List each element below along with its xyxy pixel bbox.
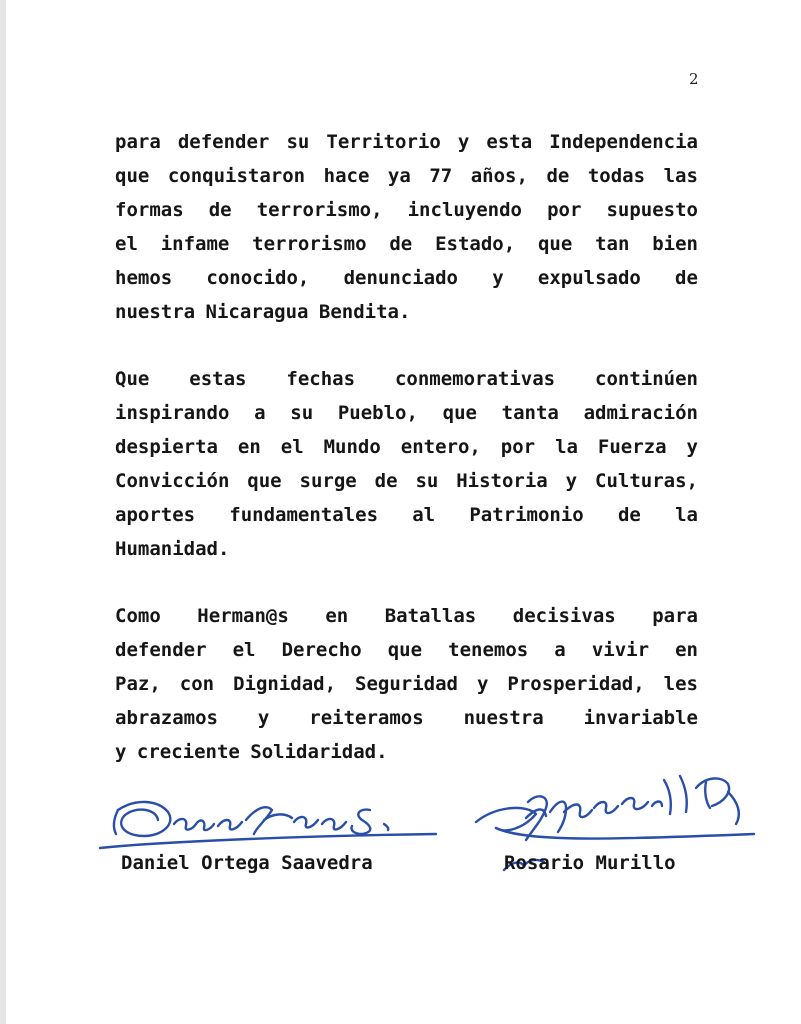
word: Como xyxy=(115,605,161,627)
word: tan xyxy=(595,233,630,255)
word: Estado, xyxy=(435,233,516,255)
word: fechas xyxy=(286,368,356,390)
word: admiración xyxy=(583,402,698,424)
word: que xyxy=(247,470,282,492)
word: Batallas xyxy=(384,605,477,627)
word: surge xyxy=(299,470,357,492)
word: invariable xyxy=(583,707,698,729)
word: de xyxy=(374,470,398,492)
word: que xyxy=(537,233,573,255)
word: Que xyxy=(115,368,150,390)
text-line xyxy=(115,227,698,261)
word: que xyxy=(387,639,423,661)
text-line xyxy=(115,125,698,159)
word: nuestra xyxy=(463,707,544,729)
word: Pueblo, xyxy=(337,402,418,424)
word: Territorio xyxy=(326,131,441,153)
word: incluyendo xyxy=(407,199,522,221)
text-line xyxy=(115,701,698,735)
text-line xyxy=(115,667,698,701)
word: en xyxy=(237,436,261,458)
word: en xyxy=(675,639,698,661)
word: años, xyxy=(470,165,528,187)
text-line xyxy=(115,261,698,295)
word: a xyxy=(254,402,266,424)
letter-body xyxy=(115,125,698,802)
word: de xyxy=(208,199,232,221)
word: 77 xyxy=(429,165,453,187)
paragraph xyxy=(115,362,698,566)
word: conquistaron xyxy=(167,165,306,187)
word: abrazamos xyxy=(115,707,218,729)
word: conmemorativas xyxy=(394,368,556,390)
page-number: 2 xyxy=(689,70,699,88)
word: su xyxy=(290,402,314,424)
word: terrorismo xyxy=(252,233,367,255)
word: por xyxy=(547,199,582,221)
word: y xyxy=(457,131,470,153)
word: Culturas, xyxy=(595,470,698,492)
word: nuestra xyxy=(115,301,196,323)
word: reiteramos xyxy=(309,707,424,729)
word: para xyxy=(652,605,698,627)
word: estas xyxy=(189,368,247,390)
word: hemos xyxy=(115,267,173,289)
word: supuesto xyxy=(606,199,698,221)
word: defender xyxy=(177,131,270,153)
word: por xyxy=(500,436,536,458)
word: de xyxy=(389,233,413,255)
word: despierta xyxy=(115,436,218,458)
word: a xyxy=(554,639,566,661)
text-line xyxy=(115,599,698,633)
word: aportes xyxy=(115,504,196,526)
word: y xyxy=(686,436,698,458)
word: Patrimonio xyxy=(469,504,584,526)
word: expulsado xyxy=(537,267,641,289)
text-line xyxy=(115,159,698,193)
signature-daniel-ortega xyxy=(96,790,456,860)
word: la xyxy=(675,504,698,526)
word: con xyxy=(179,673,215,695)
word: las xyxy=(663,165,698,187)
word: Prosperidad, xyxy=(507,673,645,695)
word: su xyxy=(415,470,439,492)
word: decisivas xyxy=(512,605,616,627)
word: Humanidad. xyxy=(115,538,230,560)
word: fundamentales xyxy=(229,504,379,526)
word: y xyxy=(492,267,504,289)
word: terrorismo, xyxy=(256,199,383,221)
word: de xyxy=(617,504,641,526)
word: todas xyxy=(587,165,646,187)
word: el xyxy=(232,639,256,661)
word: conocido, xyxy=(206,267,310,289)
word: tenemos xyxy=(448,639,529,661)
word: entero, xyxy=(400,436,481,458)
word: tanta xyxy=(501,402,559,424)
paragraph xyxy=(115,125,698,329)
word: Solidaridad. xyxy=(250,741,388,763)
word: al xyxy=(412,504,436,526)
text-line xyxy=(115,532,698,566)
word: de xyxy=(546,165,570,187)
word: Mundo xyxy=(323,436,381,458)
word: Seguridad xyxy=(355,673,458,695)
text-line xyxy=(115,295,698,329)
word: su xyxy=(286,131,310,153)
word: y xyxy=(565,470,578,492)
word: les xyxy=(663,673,698,695)
word: vivir xyxy=(591,639,650,661)
word: defender xyxy=(115,639,207,661)
text-line xyxy=(115,430,698,464)
word: continúen xyxy=(595,368,698,390)
text-line xyxy=(115,362,698,396)
word: que xyxy=(442,402,477,424)
text-line xyxy=(115,193,698,227)
word: esta xyxy=(486,131,533,153)
word: el xyxy=(115,233,138,255)
word: Derecho xyxy=(281,639,362,661)
word: Historia xyxy=(456,470,548,492)
word: ya xyxy=(387,165,411,187)
text-line xyxy=(115,633,698,667)
word: y xyxy=(476,673,489,695)
word: Paz, xyxy=(115,673,161,695)
word: Convicción xyxy=(115,470,230,492)
word: formas xyxy=(115,199,184,221)
word: creciente xyxy=(136,741,240,763)
paragraph xyxy=(115,599,698,769)
signer-name-rosario-murillo: Rosario Murillo xyxy=(504,852,676,874)
text-line xyxy=(115,498,698,532)
word: Independencia xyxy=(549,131,698,153)
word: en xyxy=(325,605,349,627)
word: de xyxy=(675,267,698,289)
text-line xyxy=(115,464,698,498)
word: para xyxy=(115,131,161,153)
word: el xyxy=(280,436,304,458)
word: infame xyxy=(160,233,230,255)
word: que xyxy=(115,165,150,187)
signer-name-daniel-ortega: Daniel Ortega Saavedra xyxy=(121,852,373,874)
word: Nicaragua xyxy=(205,301,309,323)
word: inspirando xyxy=(115,402,230,424)
word: Fuerza xyxy=(597,436,667,458)
word: bien xyxy=(652,233,698,255)
word: Dignidad, xyxy=(233,673,337,695)
word: la xyxy=(555,436,578,458)
text-line xyxy=(115,396,698,430)
word: Herman@s xyxy=(197,605,289,627)
word: y xyxy=(115,741,127,763)
word: hace xyxy=(323,165,370,187)
word: denunciado xyxy=(343,267,458,289)
word: y xyxy=(257,707,270,729)
word: Bendita. xyxy=(318,301,411,323)
